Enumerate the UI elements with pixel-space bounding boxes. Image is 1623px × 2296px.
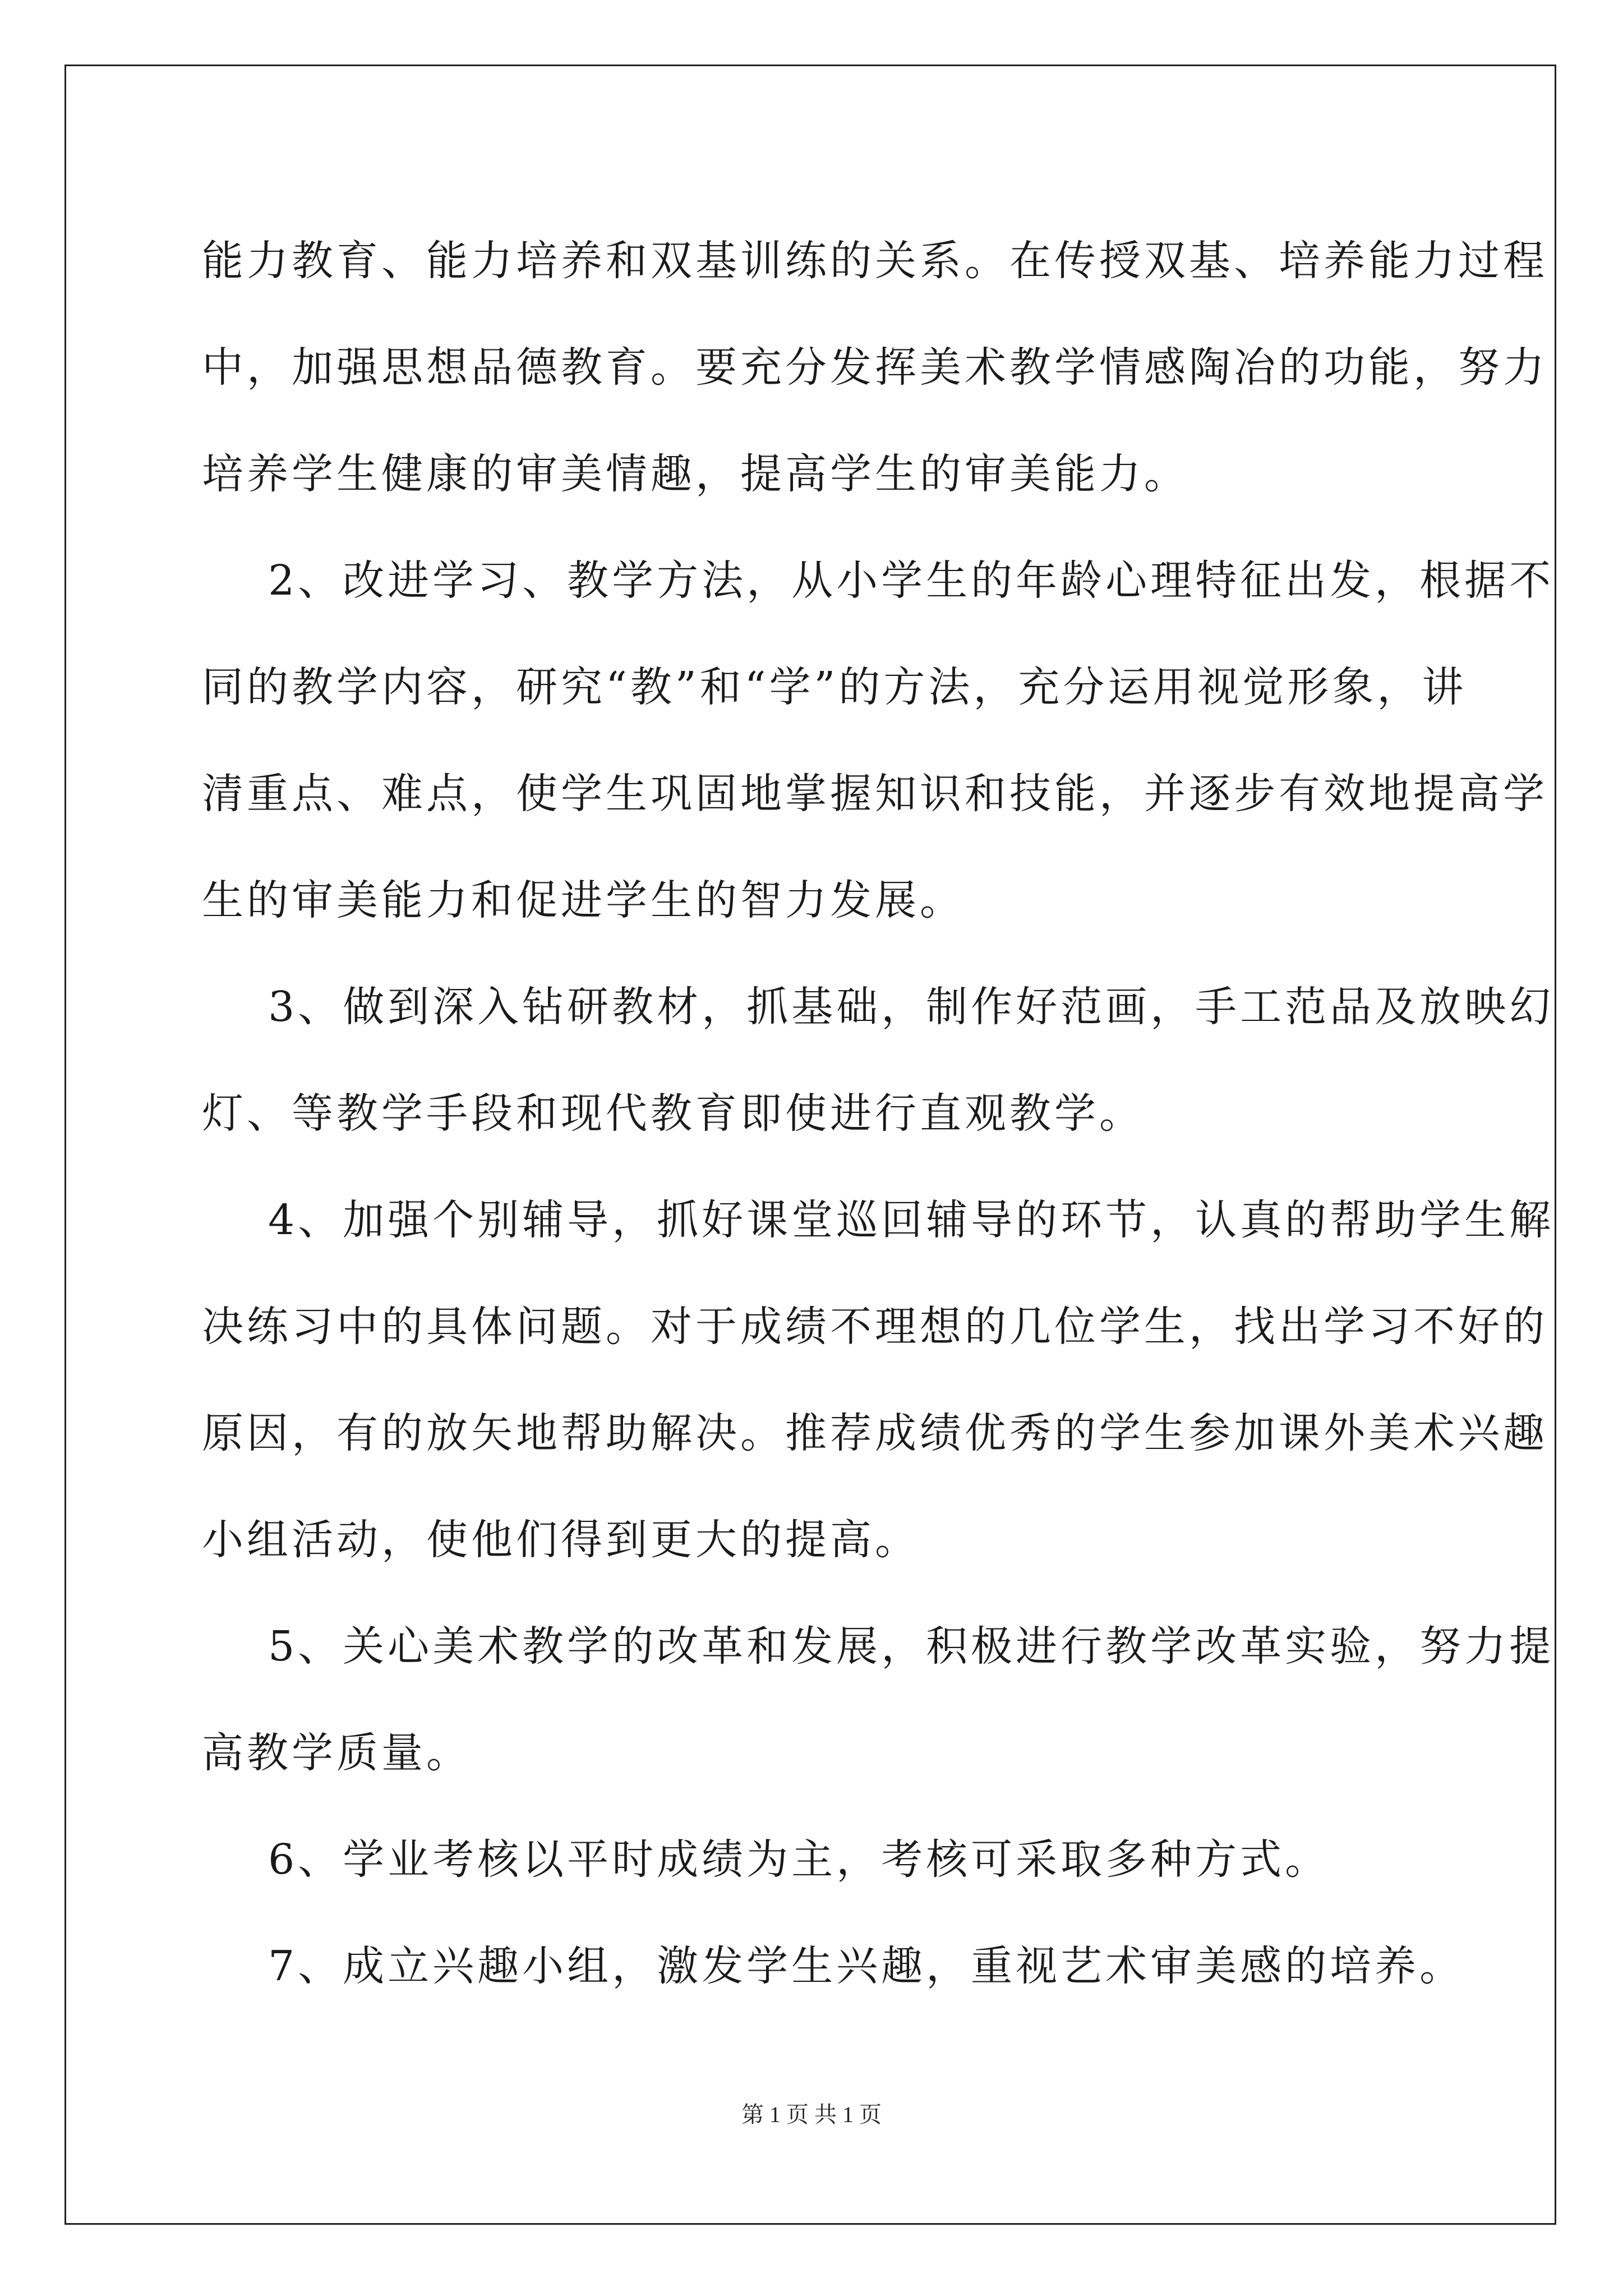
text-line: 同的教学内容，研究“教”和“学”的方法，充分运用视觉形象，讲 (202, 663, 1467, 711)
text-line: 决练习中的具体问题。对于成绩不理想的几位学生，找出学习不好的 (202, 1303, 1548, 1351)
text-line: 生的审美能力和促进学生的智力发展。 (202, 876, 965, 924)
text-line: 3、做到深入钻研教材，抓基础，制作好范画，手工范品及放映幻 (202, 983, 1555, 1031)
text-line: 高教学质量。 (202, 1729, 471, 1777)
text-line: 清重点、难点，使学生巩固地掌握知识和技能，并逐步有效地提高学 (202, 770, 1548, 818)
text-line: 培养学生健康的审美情趣，提高学生的审美能力。 (202, 450, 1189, 498)
text-line: 灯、等教学手段和现代教育即使进行直观教学。 (202, 1089, 1144, 1138)
text-line: 5、关心美术教学的改革和发展，积极进行教学改革实验，努力提 (202, 1622, 1555, 1671)
text-line: 原因，有的放矢地帮助解决。推荐成绩优秀的学生参加课外美术兴趣 (202, 1409, 1548, 1457)
text-line: 6、学业考核以平时成绩为主，考核可采取多种方式。 (202, 1835, 1330, 1884)
document-body (202, 208, 1555, 2019)
text-line: 中，加强思想品德教育。要充分发挥美术教学情感陶冶的功能，努力 (202, 343, 1548, 392)
text-line: 能力教育、能力培养和双基训练的关系。在传授双基、培养能力过程 (202, 237, 1548, 285)
text-line: 7、成立兴趣小组，激发学生兴趣，重视艺术审美感的培养。 (202, 1942, 1465, 1990)
text-line: 小组活动，使他们得到更大的提高。 (202, 1516, 920, 1564)
page-number-footer: 第 1 页 共 1 页 (741, 2102, 882, 2127)
text-line: 4、加强个别辅导，抓好课堂巡回辅导的环节，认真的帮助学生解 (202, 1196, 1555, 1244)
text-line: 2、改进学习、教学方法，从小学生的年龄心理特征出发，根据不 (202, 556, 1555, 605)
